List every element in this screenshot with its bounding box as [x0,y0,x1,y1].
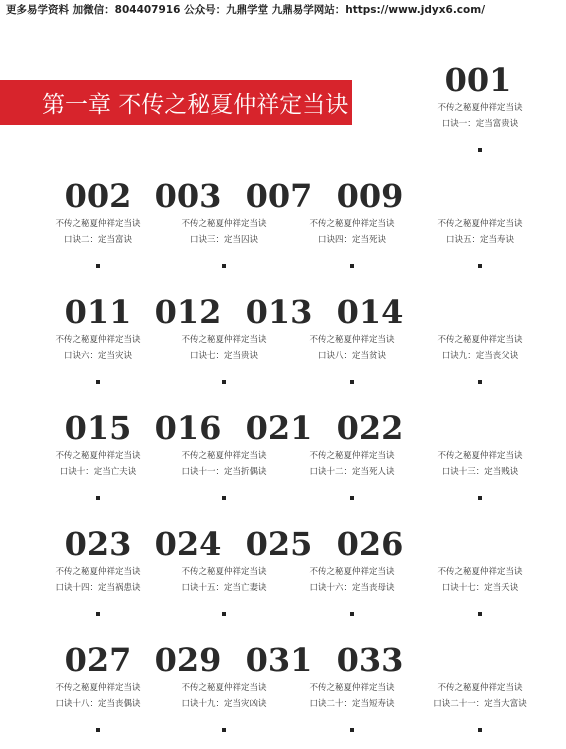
caption-line-2: 口诀八：定当贫诀 [317,351,386,361]
big-number: 026 [336,525,404,563]
caption-line-2: 口诀十：定当亡夫诀 [59,467,137,477]
entry-caption [38,216,158,248]
caption-line-2: 口诀十六：定当丧母诀 [309,583,395,593]
big-number: 002 [64,177,132,215]
big-number: 029 [154,641,222,679]
big-number: 022 [336,409,404,447]
big-number-001: 001 [444,61,512,99]
caption-line-1: 不传之秘夏仲祥定当诀 [309,451,395,461]
chapter-banner [0,80,352,125]
caption-line-1: 不传之秘夏仲祥定当诀 [437,451,523,461]
caption-line-2: 口诀一：定当富贵诀 [441,119,519,129]
entry-caption [292,332,412,364]
caption-line-1: 不传之秘夏仲祥定当诀 [181,451,267,461]
bullet-dot [478,728,482,732]
caption-line-1: 不传之秘夏仲祥定当诀 [309,567,395,577]
entry-caption [420,448,540,480]
caption-line-2: 口诀十五：定当亡妻诀 [181,583,267,593]
caption-line-1: 不传之秘夏仲祥定当诀 [437,335,523,345]
big-number: 016 [154,409,222,447]
big-number: 009 [336,177,404,215]
caption-line-2: 口诀七：定当贵诀 [189,351,258,361]
caption-line-2: 口诀九：定当丧父诀 [441,351,519,361]
bullet-dot [222,612,226,616]
entry-caption [38,564,158,596]
entry-caption [38,332,158,364]
caption-line-1: 不传之秘夏仲祥定当诀 [309,335,395,345]
big-number: 011 [64,293,132,331]
entry-caption [420,680,540,712]
caption-line-2: 口诀四：定当死诀 [317,235,386,245]
caption-line-1: 不传之秘夏仲祥定当诀 [181,683,267,693]
entry-caption [420,100,540,132]
caption-line-2: 口诀十三：定当贱诀 [441,467,519,477]
caption-line-2: 口诀六：定当灾诀 [63,351,132,361]
bullet-dot [96,728,100,732]
big-number: 033 [336,641,404,679]
bullet-dot [478,380,482,384]
page-header: 更多易学资料 加微信：804407916 公众号：九鼎学堂 九鼎易学网站：https://www.jdyx6.com/ [6,4,486,16]
caption-line-1: 不传之秘夏仲祥定当诀 [181,567,267,577]
caption-line-2: 口诀十八：定当丧偶诀 [55,699,141,709]
big-number: 024 [154,525,222,563]
bullet-dot [96,612,100,616]
big-number: 015 [64,409,132,447]
entry-caption [292,680,412,712]
bullet-dot [222,380,226,384]
caption-line-1: 不传之秘夏仲祥定当诀 [55,335,141,345]
bullet-dot [350,380,354,384]
caption-line-1: 不传之秘夏仲祥定当诀 [309,683,395,693]
caption-line-2: 口诀十七：定当夭诀 [441,583,519,593]
bullet-dot [350,264,354,268]
caption-line-2: 口诀三：定当囚诀 [189,235,258,245]
big-number: 021 [245,409,313,447]
big-number: 027 [64,641,132,679]
big-number: 025 [245,525,313,563]
entry-caption [420,564,540,596]
entry-caption [164,216,284,248]
entry-caption [292,448,412,480]
bullet-dot [350,728,354,732]
caption-line-2: 口诀二：定当富诀 [63,235,132,245]
caption-line-1: 不传之秘夏仲祥定当诀 [55,683,141,693]
entry-caption [38,680,158,712]
chapter-title: 第一章 不传之秘夏仲祥定当诀 [42,92,349,118]
caption-line-2: 口诀二十一：定当大富诀 [433,699,527,709]
caption-line-1: 不传之秘夏仲祥定当诀 [437,219,523,229]
bullet-dot [478,496,482,500]
bullet-dot [96,496,100,500]
bullet-dot [222,264,226,268]
caption-line-2: 口诀十二：定当死人诀 [309,467,395,477]
big-number: 007 [245,177,313,215]
caption-line-1: 不传之秘夏仲祥定当诀 [55,219,141,229]
caption-line-1: 不传之秘夏仲祥定当诀 [437,683,523,693]
bullet-dot [222,496,226,500]
bullet-dot [478,612,482,616]
caption-line-1: 不传之秘夏仲祥定当诀 [181,335,267,345]
caption-line-2: 口诀五：定当寿诀 [445,235,514,245]
caption-line-2: 口诀十四：定当祸患诀 [55,583,141,593]
caption-line-1: 不传之秘夏仲祥定当诀 [55,567,141,577]
caption-line-1: 不传之秘夏仲祥定当诀 [55,451,141,461]
big-number: 014 [336,293,404,331]
caption-line-1: 不传之秘夏仲祥定当诀 [437,567,523,577]
bullet-dot [96,380,100,384]
big-number: 012 [154,293,222,331]
caption-line-1: 不传之秘夏仲祥定当诀 [309,219,395,229]
bullet-dot [478,264,482,268]
bullet-dot [350,612,354,616]
caption-line-2: 口诀十九：定当灾凶诀 [181,699,267,709]
bullet-dot [222,728,226,732]
entry-caption [164,332,284,364]
entry-caption [292,216,412,248]
entry-caption [38,448,158,480]
bullet-dot [96,264,100,268]
entry-caption [164,448,284,480]
big-number: 031 [245,641,313,679]
entry-caption [164,680,284,712]
caption-line-1: 不传之秘夏仲祥定当诀 [437,103,523,113]
entry-caption [420,216,540,248]
entry-caption [292,564,412,596]
entry-caption [164,564,284,596]
bullet-dot [350,496,354,500]
big-number: 023 [64,525,132,563]
entry-caption [420,332,540,364]
big-number: 013 [245,293,313,331]
big-number: 003 [154,177,222,215]
caption-line-2: 口诀二十：定当短寿诀 [309,699,395,709]
caption-line-2: 口诀十一：定当折偶诀 [181,467,267,477]
bullet-dot [478,148,482,152]
caption-line-1: 不传之秘夏仲祥定当诀 [181,219,267,229]
